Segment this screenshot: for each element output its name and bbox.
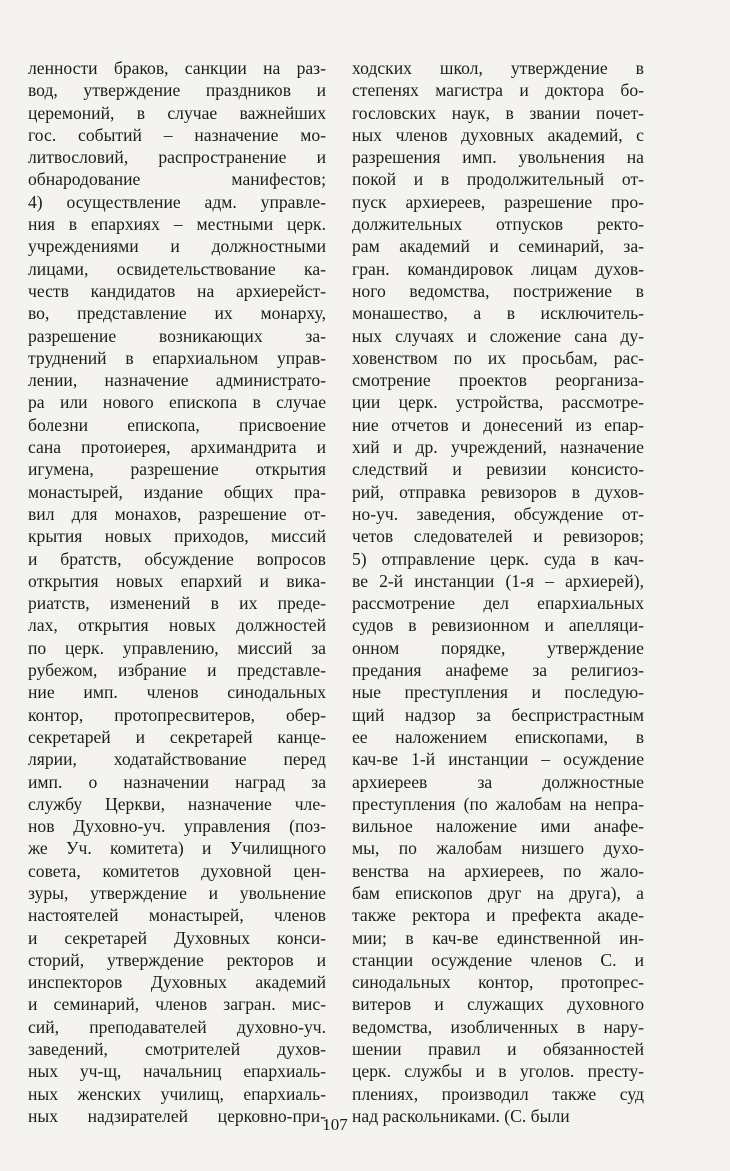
text-line: над раскольниками. (С. были	[352, 1105, 570, 1126]
text-line: ные преступления и последую-	[352, 682, 644, 703]
text-line: сий, преподавателей духовно-уч.	[28, 1016, 326, 1037]
text-line: и семинарий, членов загран. мис-	[28, 994, 326, 1015]
text-line: витеров и служащих духовного	[352, 994, 644, 1015]
text-line: имп. о назначении наград за	[28, 771, 326, 792]
text-line: игумена, разрешение открытия	[28, 459, 326, 480]
text-line: совета, комитетов духовной цен-	[28, 860, 326, 881]
text-line: мы, по жалобам низшего духо-	[352, 838, 644, 859]
text-line: разрешения имп. увольнения на	[352, 147, 644, 168]
text-line: же Уч. комитета) и Училищного	[28, 838, 326, 859]
text-line: церк. службы и в уголов. престу-	[352, 1061, 644, 1082]
text-line: настоятелей монастырей, членов	[28, 905, 326, 926]
text-line: щий надзор за беспристрастным	[352, 704, 644, 725]
text-line: лении, назначение администрато-	[28, 370, 326, 391]
text-line: открытия новых епархий и вика-	[28, 570, 326, 591]
text-line: гран. командировок лицам духов-	[352, 258, 644, 279]
text-line: пуск архиереев, разрешение про-	[352, 191, 644, 212]
text-line: и секретарей Духовных конси-	[28, 927, 326, 948]
text-line: рубежом, избрание и представле-	[28, 660, 326, 681]
text-line: во, представление их монарху,	[28, 303, 326, 324]
text-line: литвословий, распространение и	[28, 147, 326, 168]
text-line: службу Церкви, назначение чле-	[28, 793, 326, 814]
text-line: ве 2-й инстанции (1-я – архиерей),	[352, 570, 644, 591]
text-line: ции церк. устройства, рассмотре-	[352, 392, 644, 413]
text-line: предания анафеме за религиоз-	[352, 660, 644, 681]
text-line: плениях, производил также суд	[352, 1083, 644, 1104]
text-line: ного ведомства, пострижение в	[352, 280, 644, 301]
text-line: ных женских училищ, епархиаль-	[28, 1083, 326, 1104]
text-line: обнародование манифестов;	[28, 169, 326, 190]
text-line: четов следователей и ревизоров;	[352, 526, 644, 547]
text-line: следствий и ревизии консисто-	[352, 459, 644, 480]
text-line: рам академий и семинарий, за-	[352, 236, 644, 257]
text-line: учреждениями и должностными	[28, 236, 326, 257]
text-line: монашество, а в исключитель-	[352, 303, 644, 324]
text-line: и братств, обсуждение вопросов	[28, 548, 326, 569]
text-line: ных случаях и сложение сана ду-	[352, 325, 644, 346]
text-line: 4) осуществление адм. управле-	[28, 191, 326, 212]
text-line: гос. событий – назначение мо-	[28, 124, 326, 145]
text-line: онном порядке, утверждение	[352, 637, 644, 658]
text-line: вод, утверждение праздников и	[28, 80, 326, 101]
text-line: лярии, ходатайствование перед	[28, 749, 326, 770]
text-line: преступления (по жалобам на непра-	[352, 793, 644, 814]
text-line: ние имп. членов синодальных	[28, 682, 326, 703]
text-line: по церк. управлению, миссий за	[28, 637, 326, 658]
text-line: также ректора и префекта акаде-	[352, 905, 644, 926]
text-line: контор, протопресвитеров, обер-	[28, 704, 326, 725]
text-line: болезни епископа, присвоение	[28, 414, 326, 435]
text-line: синодальных контор, протопрес-	[352, 972, 644, 993]
left-column	[28, 57, 326, 1127]
text-line: хий и др. учреждений, назначение	[352, 437, 644, 458]
text-line: зуры, утверждение и увольнение	[28, 882, 326, 903]
text-line: церемоний, в случае важнейших	[28, 102, 326, 123]
text-line: рассмотрение дел епархиальных	[352, 593, 644, 614]
text-line: бам епископов друг на друга), а	[352, 882, 644, 903]
text-line: покой и в продолжительный от-	[352, 169, 644, 190]
text-line: разрешение возникающих за-	[28, 325, 326, 346]
text-line: сана протоиерея, архимандрита и	[28, 437, 326, 458]
text-line: венства на архиереев, по жало-	[352, 860, 644, 881]
text-line: ных надзирателей церковно-при-	[28, 1105, 326, 1126]
text-line: крытия новых приходов, миссий	[28, 526, 326, 547]
text-line: ра или нового епископа в случае	[28, 392, 326, 413]
text-line: секретарей и секретарей канце-	[28, 726, 326, 747]
text-line: ведомства, изобличенных в нару-	[352, 1016, 644, 1037]
text-line: гословских наук, в звании почет-	[352, 102, 644, 123]
page-number: 107	[322, 1115, 348, 1134]
text-line: ходских школ, утверждение в	[352, 58, 644, 78]
text-line: труднений в епархиальном управ-	[28, 347, 326, 368]
text-line: смотрение проектов реорганиза-	[352, 370, 644, 391]
right-column	[352, 57, 644, 1127]
text-line: шении правил и обязанностей	[352, 1039, 644, 1060]
text-line: судов в ревизионном и апелляци-	[352, 615, 644, 636]
text-line: степенях магистра и доктора бо-	[352, 80, 644, 101]
text-line: но-уч. заведения, обсуждение от-	[352, 503, 644, 524]
text-line: ленности браков, санкции на раз-	[28, 58, 326, 78]
text-line: сторий, утверждение ректоров и	[28, 949, 326, 970]
text-line: архиереев за должностные	[352, 771, 644, 792]
text-line: вильное наложение ими анафе-	[352, 816, 644, 837]
text-line: вил для монахов, разрешение от-	[28, 503, 326, 524]
text-line: ния в епархиях – местными церк.	[28, 214, 326, 235]
text-line: ние отчетов и донесений из епар-	[352, 414, 644, 435]
text-line: ховенством по их просьбам, рас-	[352, 347, 644, 368]
text-line: лицами, освидетельствование ка-	[28, 258, 326, 279]
text-line: кач-ве 1-й инстанции – осуждение	[352, 749, 644, 770]
text-line: риатств, изменений в их преде-	[28, 593, 326, 614]
text-line: ных уч-щ, начальниц епархиаль-	[28, 1061, 326, 1082]
text-line: лах, открытия новых должностей	[28, 615, 326, 636]
text-line: честв кандидатов на архиерейст-	[28, 280, 326, 301]
text-line: должительных отпусков ректо-	[352, 214, 644, 235]
text-line: станции осуждение членов С. и	[352, 949, 644, 970]
text-line: монастырей, издание общих пра-	[28, 481, 326, 502]
text-line: рий, отправка ревизоров в духов-	[352, 481, 644, 502]
text-line: 5) отправление церк. суда в кач-	[352, 548, 644, 569]
text-line: мии; в кач-ве единственной ин-	[352, 927, 644, 948]
text-line: нов Духовно-уч. управления (поз-	[28, 816, 326, 837]
text-line: инспекторов Духовных академий	[28, 972, 326, 993]
text-line: ее наложением епископами, в	[352, 726, 644, 747]
text-line: заведений, смотрителей духов-	[28, 1039, 326, 1060]
text-line: ных членов духовных академий, с	[352, 124, 644, 145]
